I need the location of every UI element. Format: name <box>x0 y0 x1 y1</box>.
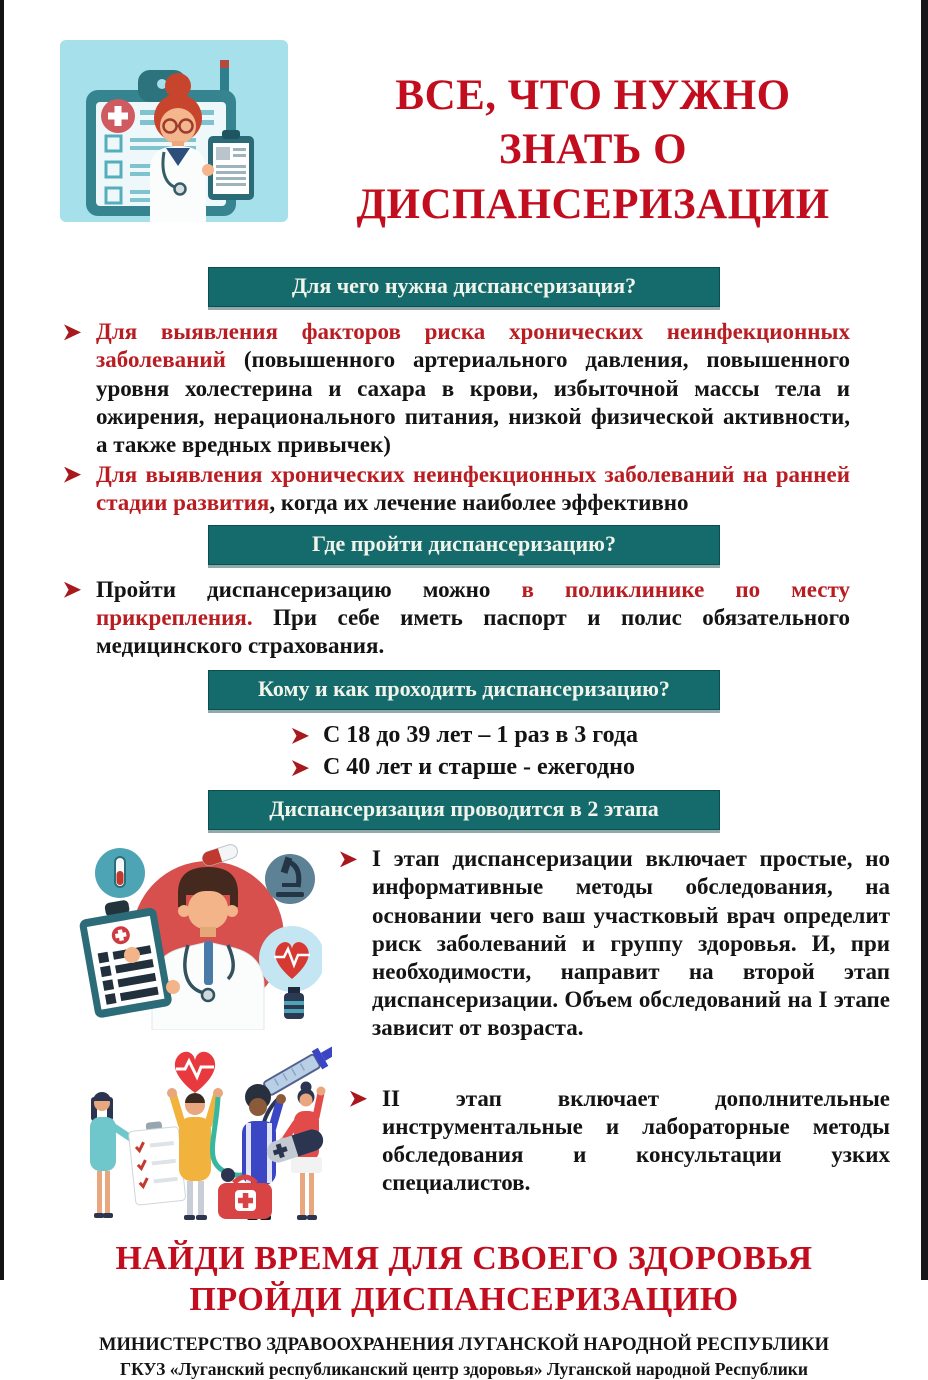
checklist-clipboard-icon <box>128 1119 186 1205</box>
arrow-bullet-icon <box>64 467 81 483</box>
arrow-bullet-icon <box>64 324 81 340</box>
where-text-start: Пройти диспансеризацию можно <box>96 576 522 602</box>
test-tube-icon <box>95 848 145 898</box>
stage2-illustration <box>70 1043 332 1230</box>
age-rule-list <box>290 721 638 783</box>
title-line-1: ВСЕ, ЧТО НУЖНО <box>395 71 791 119</box>
poster-header <box>0 0 928 261</box>
age-rule-item-40-plus <box>290 753 638 782</box>
page-title <box>288 69 902 233</box>
arrow-bullet-icon <box>292 760 309 776</box>
bullet-risk-factors-highlight: Для выявления факторов риска хронических неинфекционных заболеваний <box>96 319 850 373</box>
bullet-risk-factors-rest: (повышенного артериального давления, повышенного уровня холестерина и сахара в крови, избыточной массы тела и ожирения, нерационального питания, низкой физической активности, а также вредных привычек) <box>96 347 850 457</box>
age-rule-text: С 18 до 39 лет – 1 раз в 3 года <box>322 721 639 748</box>
stage1-text: I этап диспансеризации включает простые, но информативные методы обследования, на основании чего ваш участковый врач определит риск заболеваний и группу здоровья. И, при необходимости, направит на второй этап диспансеризации. Объем обследований на I этапе зависит от возраста. <box>372 846 890 1040</box>
why-section <box>0 307 928 516</box>
age-rule-item-18-39 <box>290 721 638 750</box>
medical-cross-icon <box>101 99 135 133</box>
microscope-icon <box>265 854 315 904</box>
poster-footer <box>0 1335 928 1380</box>
stage1-row <box>0 830 928 1041</box>
arrow-bullet-icon <box>292 728 309 744</box>
stage1-illustration <box>70 835 322 1035</box>
where-section <box>0 565 928 660</box>
doctor-clipboard-illustration-svg <box>60 40 288 222</box>
footer-ministry-line: МИНИСТЕРСТВО ЗДРАВООХРАНЕНИЯ ЛУГАНСКОЙ НАРОДНОЙ РЕСПУБЛИКИ <box>99 1334 829 1355</box>
heart-ekg-icon <box>259 926 322 992</box>
stage2-paragraph <box>348 1085 890 1197</box>
section-banner-who: Кому и как проходить диспансеризацию? <box>208 670 720 710</box>
bullet-early-detection-rest: , когда их лечение наиболее эффективно <box>269 489 689 515</box>
stage1-illustration-svg <box>70 835 322 1030</box>
footer-org-line: ГКУЗ «Луганский республиканский центр здоровья» Луганской народной Республики <box>120 1358 808 1379</box>
bullet-risk-factors <box>62 318 850 458</box>
stage2-row <box>0 1038 928 1230</box>
section-banner-why: Для чего нужна диспансеризация? <box>208 267 720 307</box>
bullet-early-detection-highlight: Для выявления хронических неинфекционных заболеваний на ранней стадии развития <box>96 461 850 515</box>
where-text-end: При себе иметь паспорт и полис обязательного медицинского страхования. <box>96 604 850 658</box>
title-line-3: ДИСПАНСЕРИЗАЦИИ <box>356 181 830 229</box>
title-line-2: ЗНАТЬ О <box>498 126 688 174</box>
page-edge-left <box>0 0 4 1280</box>
cta-line-2: ПРОЙДИ ДИСПАНСЕРИЗАЦИЮ <box>189 1281 739 1319</box>
stage1-paragraph <box>338 845 890 1041</box>
stage2-text: II этап включает дополнительные инструментальные и лабораторные методы обследования и консультации узких специалистов. <box>382 1085 890 1195</box>
stage2-illustration-svg <box>70 1043 332 1225</box>
age-rule-text: С 40 лет и старше - ежегодно <box>322 754 635 781</box>
section-banner-stages: Диспансеризация проводится в 2 этапа <box>208 790 720 830</box>
bullet-early-detection <box>62 461 850 517</box>
heart-ekg-icon <box>175 1052 215 1093</box>
document-clipboard-icon <box>208 130 254 200</box>
bullet-where-to-go <box>62 576 850 660</box>
where-text-highlight: в поликлинике по месту прикрепления. <box>96 576 850 630</box>
cta-line-1: НАЙДИ ВРЕМЯ ДЛЯ СВОЕГО ЗДОРОВЬЯ <box>115 1239 813 1277</box>
page-edge-right <box>921 0 928 1280</box>
cta-title <box>0 1238 928 1321</box>
medicine-vial-icon <box>284 987 304 1019</box>
arrow-bullet-icon <box>64 582 81 598</box>
doctor-clipboard-illustration <box>60 40 288 222</box>
arrow-bullet-icon <box>350 1091 367 1107</box>
arrow-bullet-icon <box>340 851 357 867</box>
section-banner-where: Где пройти диспансеризацию? <box>208 525 720 565</box>
first-aid-kit-icon <box>218 1177 272 1219</box>
